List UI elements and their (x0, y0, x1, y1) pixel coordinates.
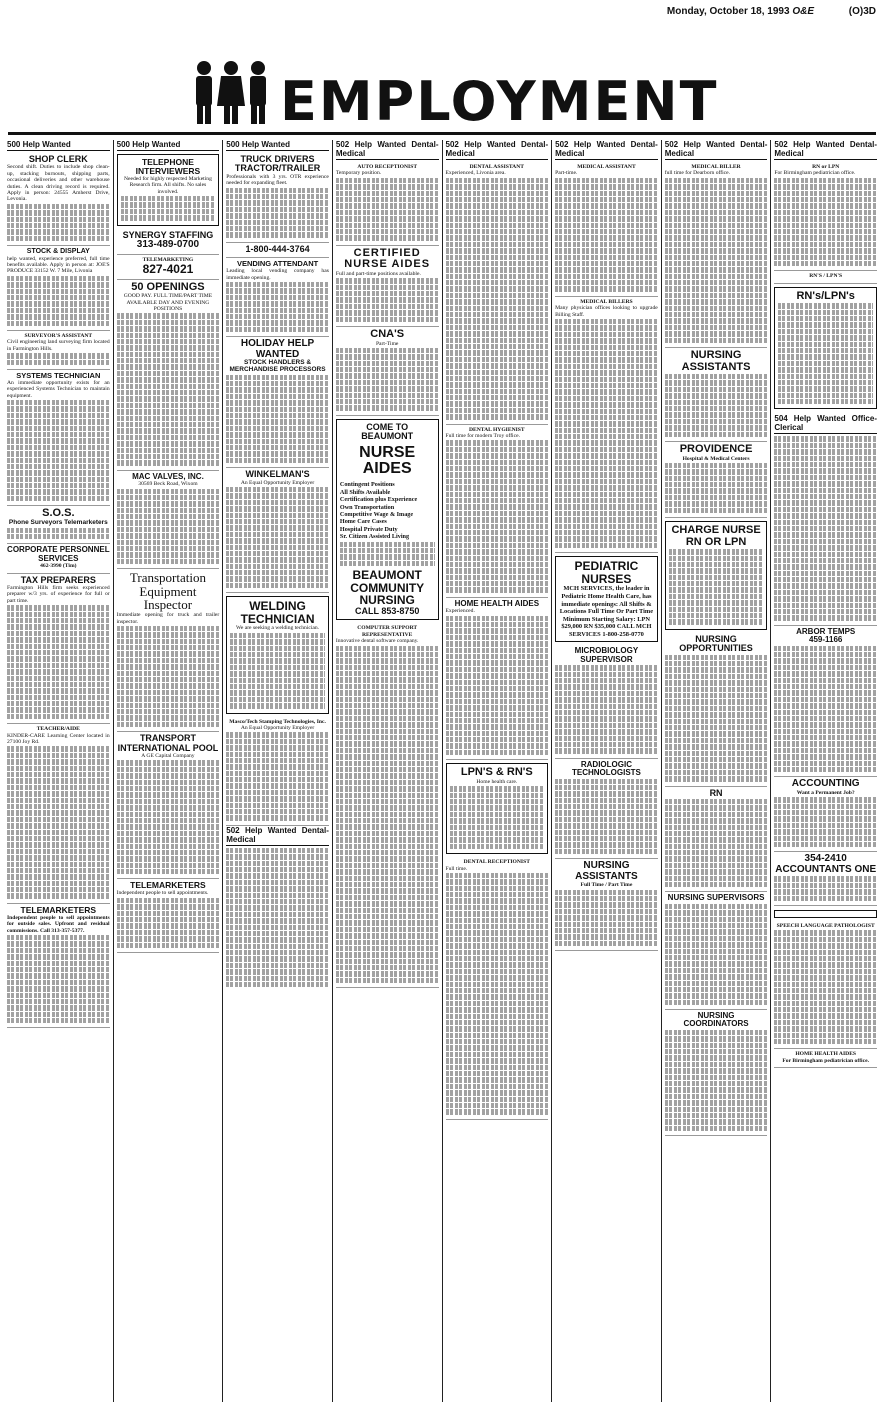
ad-title: MEDICAL BILLERS (580, 298, 633, 305)
classified-ad (336, 246, 439, 327)
ad-body: An Equal Opportunity Employer (240, 724, 315, 731)
column-2 (114, 140, 224, 1402)
classified-ad (336, 623, 439, 988)
ad-title: MAC VALVES, INC. (132, 471, 204, 481)
column-heading: 504 Help Wanted Office-Clerical (774, 414, 877, 433)
column-heading: 500 Help Wanted (117, 140, 220, 151)
classified-ad (226, 337, 329, 468)
classified-ad (7, 506, 110, 544)
ad-title: RN or LPN (812, 164, 840, 170)
classified-ad (7, 724, 110, 904)
ad-body: Independent people to sell appointments for outside sales. Upfront and residual commissions. Call 313-357-5377. (7, 914, 110, 934)
ad-body: Many physician offices looking to upgrade Billing Staff. (555, 305, 658, 318)
ad-title: SYSTEMS TECHNICIAN (16, 370, 101, 380)
ad-title: COMPUTER SUPPORT REPRESENTATIVE (357, 625, 418, 638)
ad-title: COME TO BEAUMONT (361, 421, 414, 442)
classified-ad (774, 287, 877, 410)
ad-title: TEACHER/AIDE (36, 726, 80, 733)
ad-body: Full time for modern Troy office. (445, 433, 520, 440)
ad-body: Full Time / Part Time (580, 882, 633, 889)
column-6 (552, 140, 662, 1402)
ad-title: NURSE AIDES (359, 443, 416, 478)
classified-ad (665, 442, 768, 518)
ad-title: LPN'S & RN'S (460, 766, 533, 779)
ad-title: PEDIATRIC NURSES (574, 559, 639, 586)
ad-title: NURSING SUPERVISORS (667, 893, 765, 903)
classified-ad (774, 910, 877, 918)
classified-ad (555, 759, 658, 859)
ad-phone: 354-2410 ACCOUNTANTS ONE (775, 853, 877, 875)
column-heading: 500 Help Wanted (7, 140, 110, 151)
ad-body: Hospital & Medical Centers (682, 455, 750, 462)
ad-body: A GE Capital Company (141, 753, 195, 760)
ad-body: Second shift. Duties to include shop clean-up, stacking burnouts, shipping parts, occasional deliveries and other warehouse duties. A clean driving record is required. Apply in person: 24555 Amherst Drive, Levonia. (7, 164, 110, 203)
classified-ad (117, 732, 220, 879)
column-heading: 502 Help Wanted Dental-Medical (226, 825, 329, 844)
ad-title: TELEMARKETING (142, 256, 194, 263)
ad-title: SPEECH LANGUAGE PATHOLOGIST (776, 923, 875, 929)
column-heading: 500 Help Wanted (226, 140, 329, 151)
classified-ad (117, 255, 220, 280)
ad-title: PROVIDENCE (679, 442, 753, 455)
classified-ad (774, 162, 877, 271)
classified-ad (336, 327, 439, 416)
ad-title: NURSING ASSISTANTS (575, 860, 638, 882)
classified-ad (555, 859, 658, 951)
classified-ad (665, 1010, 768, 1136)
ad-title: DENTAL ASSISTANT (469, 164, 524, 170)
ad-title: CNA'S (370, 327, 405, 340)
ad-body: STOCK HANDLERS & MERCHANDISE PROCESSORS (229, 359, 326, 373)
ad-title: CERTIFIED NURSE AIDES (344, 246, 431, 271)
classified-ad (665, 892, 768, 1010)
classified-ad (665, 348, 768, 442)
classified-ad (226, 468, 329, 593)
ad-body: Civil engineering land surveying firm located in Farmington Hills. (7, 339, 110, 352)
column-heading: 502 Help Wanted Dental-Medical (445, 140, 549, 158)
classified-ad (665, 162, 768, 348)
ad-title: MEDICAL ASSISTANT (577, 164, 636, 170)
classified-ad (446, 425, 549, 598)
ad-title: AUTO RECEPTIONIST (357, 164, 418, 170)
ad-title: WINKELMAN'S (245, 469, 310, 480)
classified-ad (555, 645, 658, 758)
classified-ad (555, 556, 658, 642)
ad-title: 50 OPENINGS (131, 280, 205, 293)
ad-body: Part-Time (375, 340, 399, 347)
column-3 (223, 140, 333, 1402)
classified-ad (665, 787, 768, 893)
ad-title: DENTAL HYGIENIST (468, 426, 525, 433)
ad-body: Professionals with 3 yrs. OTR experience needed for expanding fleet. (226, 173, 329, 187)
classified-ad (665, 521, 768, 630)
page-number: (O)3D (848, 6, 876, 17)
people-silhouette-icon (186, 58, 276, 126)
classified-ad (226, 596, 329, 713)
classified-ad (7, 246, 110, 331)
ad-phone: 313-489-0700 (136, 239, 200, 251)
ad-body: HOME HEALTH AIDES (795, 1051, 857, 1058)
ad-body: Innovative dental software company. (335, 638, 419, 645)
ad-body: We are seeking a welding technician. (236, 625, 320, 632)
classified-ad (446, 162, 549, 425)
ad-title: S.O.S. (42, 507, 75, 520)
ad-body: Want a Permanent Job? (796, 789, 855, 796)
ad-body: An immediate opportunity exists for an experienced Systems Technician to maintain equipment. (7, 379, 110, 399)
column-heading: 502 Help Wanted Dental-Medical (555, 140, 658, 158)
ad-title: MEDICAL BILLER (691, 164, 741, 170)
ad-title: RN's/LPN's (796, 289, 855, 302)
ad-title: TELEPHONE INTERVIEWERS (135, 157, 201, 176)
ad-body: Full time. (445, 865, 468, 872)
ad-body: Farmington Hills firm seeks experienced preparer w/3 yrs. of experience for full or part time. (7, 585, 110, 604)
ad-title: MICROBIOLOGY SUPERVISOR (574, 646, 639, 664)
classified-ad (117, 879, 220, 952)
column-7 (662, 140, 772, 1402)
ad-title: STOCK & DISPLAY (26, 248, 90, 256)
ad-body: For Birmingham pediatrician office. (782, 1057, 869, 1064)
ad-phone: 827-4021 (142, 261, 194, 276)
classified-ad (446, 598, 549, 760)
ad-title: HOME HEALTH AIDES (454, 598, 540, 608)
ad-phone: 1-800-444-3764 (245, 243, 310, 254)
ad-title: DENTAL RECEPTIONIST (463, 859, 530, 866)
ad-title: SURVEYOR'S ASSISTANT (24, 332, 93, 339)
ad-body: Immediate opening for truck and trailer inspector. (116, 612, 220, 625)
ad-body: Needed for highly respected Marketing Research firm. All shifts. No sales involved. (123, 175, 212, 195)
classified-ad (226, 717, 329, 826)
column-heading: 502 Help Wanted Dental-Medical (335, 140, 439, 158)
column-heading: 502 Help Wanted Dental-Medical (664, 140, 768, 158)
classified-ad (446, 857, 549, 1120)
ad-title: HOLIDAY HELP WANTED (240, 338, 315, 360)
ad-title: RN'S / LPN'S (809, 273, 843, 280)
classified-ad (117, 471, 220, 569)
classified-ad (774, 626, 877, 778)
ad-body: KINDER-CARE Learning Center located in 27100 Joy Rd. (7, 732, 110, 746)
ad-body: 30569 Beck Road, Wixom (138, 481, 198, 488)
ad-phone: 462-3990 (Tim) (40, 563, 77, 570)
ad-body: help wanted, experience preferred, full time benefits available. Apply in person at: JOE'S PRODUCE 33152 W. 7 Mile, Livonia (7, 255, 110, 275)
classified-ad (555, 162, 658, 297)
classified-ad (226, 258, 329, 337)
ad-body: GOOD PAY. FULL TIME/PART TIME AVAILABLE DAY AND EVENING POSITIONS (123, 293, 213, 312)
classified-ad (774, 271, 877, 283)
ad-body: Home health care. (476, 778, 518, 785)
ad-body: Contingent Positions All Shifts Available Certification plus Experience Own Transportation Competitive Wage & Image Home Care Cases Hospital Private Duty Sr. Citizen Assisted Living (339, 481, 418, 541)
classified-ad (117, 154, 220, 226)
classified-ad (336, 162, 439, 246)
page-header (0, 6, 884, 20)
ad-body: Leading local vending company has immediate opening. (226, 268, 329, 281)
ad-title: ARBOR TEMPS (796, 626, 856, 636)
column-4 (333, 140, 443, 1402)
ad-title: RN (709, 787, 723, 798)
ad-body: Full and part-time positions available. (335, 270, 421, 277)
classified-ad (774, 777, 877, 852)
classified-ad (774, 921, 877, 1049)
classified-ad (117, 569, 220, 732)
classified-ad (774, 852, 877, 906)
ad-body: full time for Dearborn office. (664, 170, 731, 177)
column-8 (771, 140, 880, 1402)
classified-ad (7, 331, 110, 370)
ad-title: Masco/Tech Stamping Technologies, Inc. (229, 718, 326, 725)
classified-ad (7, 904, 110, 1029)
classified-ad (446, 763, 549, 854)
ad-title: RADIOLOGIC TECHNOLOGISTS (571, 759, 641, 778)
classified-ad (336, 419, 439, 621)
issue-date: Monday, October 18, 1993 O&E (666, 6, 814, 17)
ad-body: Part-time. (555, 170, 578, 177)
ad-phone: CALL 853-8750 (355, 605, 420, 616)
classified-ad (7, 544, 110, 573)
ad-title: CHARGE NURSE RN OR LPN (671, 524, 761, 548)
column-5 (443, 140, 553, 1402)
classified-columns (4, 140, 880, 1402)
classified-ad (7, 370, 110, 506)
ad-body: An Equal Opportunity Employer (240, 479, 315, 486)
ad-title: SYNERGY STAFFING (122, 229, 214, 240)
ad-title: TELEMARKETERS (130, 880, 206, 891)
ad-title: TAX PREPARERS (20, 574, 96, 585)
ad-body: Independent people to sell appointments. (116, 890, 209, 897)
ad-title: TRANSPORT INTERNATIONAL POOL (117, 733, 219, 753)
classified-ad (774, 412, 877, 625)
ad-title: NURSING OPPORTUNITIES (679, 633, 753, 654)
ad-body: Experienced. (445, 608, 475, 615)
classified-ad (665, 633, 768, 787)
ad-title: Transportation Equipment Inspector (129, 570, 206, 613)
ad-body: Experienced, Livonia area. (445, 170, 506, 177)
classified-ad (117, 229, 220, 255)
classified-ad (7, 153, 110, 246)
ad-title: CORPORATE PERSONNEL SERVICES (7, 545, 110, 563)
ad-title: TELEMARKETERS (20, 904, 97, 915)
masthead (8, 30, 876, 135)
classified-ad (774, 1049, 877, 1068)
classified-ad (117, 280, 220, 471)
column-1 (4, 140, 114, 1402)
classified-ad (555, 297, 658, 553)
ad-title: ACCOUNTING (791, 778, 860, 790)
classified-ad (226, 243, 329, 258)
section-title: EMPLOYMENT (280, 70, 719, 133)
ad-phone: 459-1166 (809, 635, 843, 645)
column-heading: 502 Help Wanted Dental-Medical (774, 140, 877, 158)
ad-title: BEAUMONT COMMUNITY NURSING (350, 568, 425, 608)
ad-body: Temporary position. (335, 170, 382, 177)
ad-title: NURSING COORDINATORS (683, 1011, 749, 1029)
classified-ad (226, 153, 329, 243)
classified-ad (7, 574, 110, 725)
ad-body: For Birmingham pediatrician office. (774, 170, 856, 177)
ad-title: WELDING TECHNICIAN (240, 599, 315, 626)
ad-title: VENDING ATTENDANT (236, 259, 319, 269)
ad-body: Phone Surveyors Telemarketers (8, 518, 108, 526)
ad-title: SHOP CLERK (28, 154, 88, 164)
ad-body: MCH SERVICES, the leader in Pediatric Home Health Care, has immediate openings: All Shifts & Locations Full Time Or Part Time Minimum Starting Salary: LPN $29,000 RN $35,000 CALL MCH SERVICES 1-800-258-0770 (559, 585, 654, 638)
ad-title: NURSING ASSISTANTS (681, 348, 751, 373)
ad-title: TRUCK DRIVERS TRACTOR/TRAILER (234, 154, 321, 174)
